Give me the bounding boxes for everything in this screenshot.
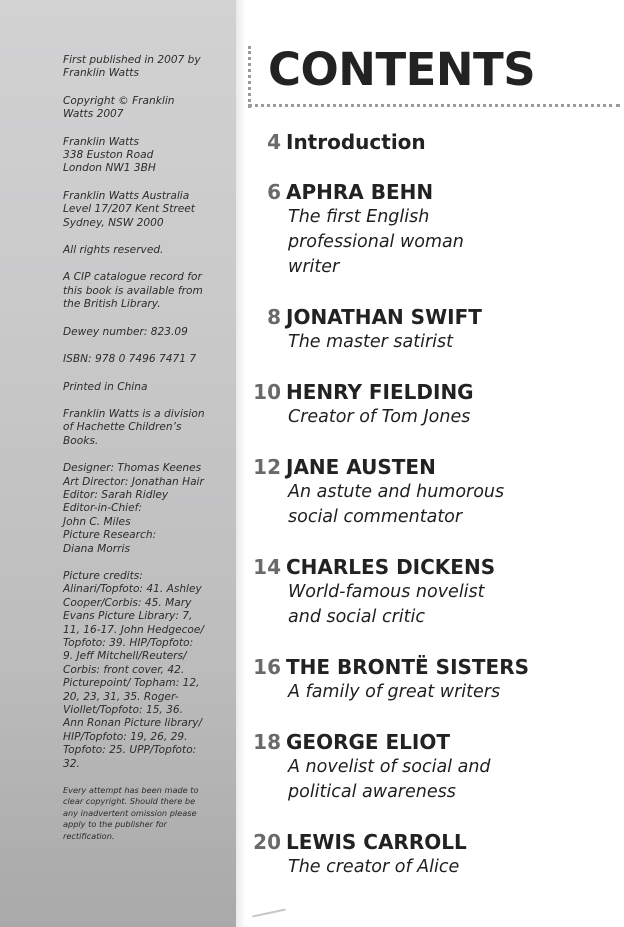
imprint-publisher: First published in 2007 by Franklin Watts (63, 54, 201, 80)
dotted-rule-vertical (248, 46, 251, 108)
toc-title: GEORGE ELIOT (286, 730, 451, 754)
imprint-printed: Printed in China (63, 380, 148, 393)
toc-description: The first English professional woman writer (288, 207, 464, 277)
imprint-uk-address: Franklin Watts 338 Euston Road London NW1 3BH (63, 135, 156, 175)
toc-description: A family of great writers (288, 682, 501, 702)
toc-page-number: 16 (253, 655, 281, 679)
imprint-copyright: Copyright © Franklin Watts 2007 (63, 94, 175, 121)
toc-page-number: 12 (253, 455, 281, 479)
imprint-sidebar (0, 0, 236, 927)
toc-description: The creator of Alice (288, 857, 460, 877)
toc-page-number: 8 (267, 305, 281, 329)
toc-description: A novelist of social and political awareness (288, 757, 491, 802)
toc-title: APHRA BEHN (286, 180, 434, 204)
toc-description: Creator of Tom Jones (288, 407, 471, 427)
toc-page-number: 6 (267, 180, 281, 204)
toc-description: The master satirist (288, 332, 453, 352)
toc-title: HENRY FIELDING (286, 380, 474, 404)
imprint-dewey: Dewey number: 823.09 (63, 325, 188, 338)
toc-page-number: 20 (253, 830, 281, 854)
toc-title: JANE AUSTEN (286, 455, 436, 479)
toc-title: CHARLES DICKENS (286, 555, 496, 579)
imprint-disclaimer: Every attempt has been made to clear copyright. Should there be any inadvertent omission please apply to the publisher for rectification. (63, 785, 199, 841)
imprint-cip: A CIP catalogue record for this book is available from the British Library. (63, 271, 203, 311)
toc-title: JONATHAN SWIFT (286, 305, 482, 329)
imprint-au-address: Franklin Watts Australia Level 17/207 Kent Street Sydney, NSW 2000 (63, 189, 195, 229)
toc-description: World-famous novelist and social critic (288, 582, 485, 627)
imprint-text (63, 54, 228, 856)
imprint-rights: All rights reserved. (63, 244, 164, 257)
toc-description: An astute and humorous social commentator (288, 482, 505, 527)
toc-title: THE BRONTË SISTERS (286, 655, 530, 679)
dotted-rule-horizontal (248, 104, 620, 107)
toc-title: Introduction (286, 130, 426, 154)
page-title: CONTENTS (268, 43, 536, 96)
imprint-picture-credits: Picture credits: Alinari/Topfoto: 41. Ashley Cooper/Corbis: 45. Mary Evans Picture Library: 7, 11, 16-17. John Hedgecoe/ Topfoto: 39. HIP/Topfoto: 9. Jeff Mitchell/Reuters/ Corbis: front cover, 42. Picturepoint/ Topham: 12, 20, 23, 31, 35. Roger- Viollet/Topfoto: 15, 36. Ann Ronan Picture library/ HIP/Topfoto: 19, 26, 29. Topfoto: 25. UPP/Topfoto: 32. (63, 569, 204, 770)
imprint-isbn: ISBN: 978 0 7496 7471 7 (63, 353, 197, 366)
toc-page-number: 4 (267, 130, 281, 154)
toc-page-number: 18 (253, 730, 281, 754)
toc-title: LEWIS CARROLL (286, 830, 467, 854)
toc-page-number: 14 (253, 555, 281, 579)
imprint-division: Franklin Watts is a division of Hachette Children’s Books. (63, 407, 205, 447)
toc-page-number: 10 (253, 380, 281, 404)
imprint-credits-staff: Designer: Thomas Keenes Art Director: Jonathan Hair Editor: Sarah Ridley Editor-in-Chief: John C. Miles Picture Research: Diana Morris (63, 462, 204, 555)
